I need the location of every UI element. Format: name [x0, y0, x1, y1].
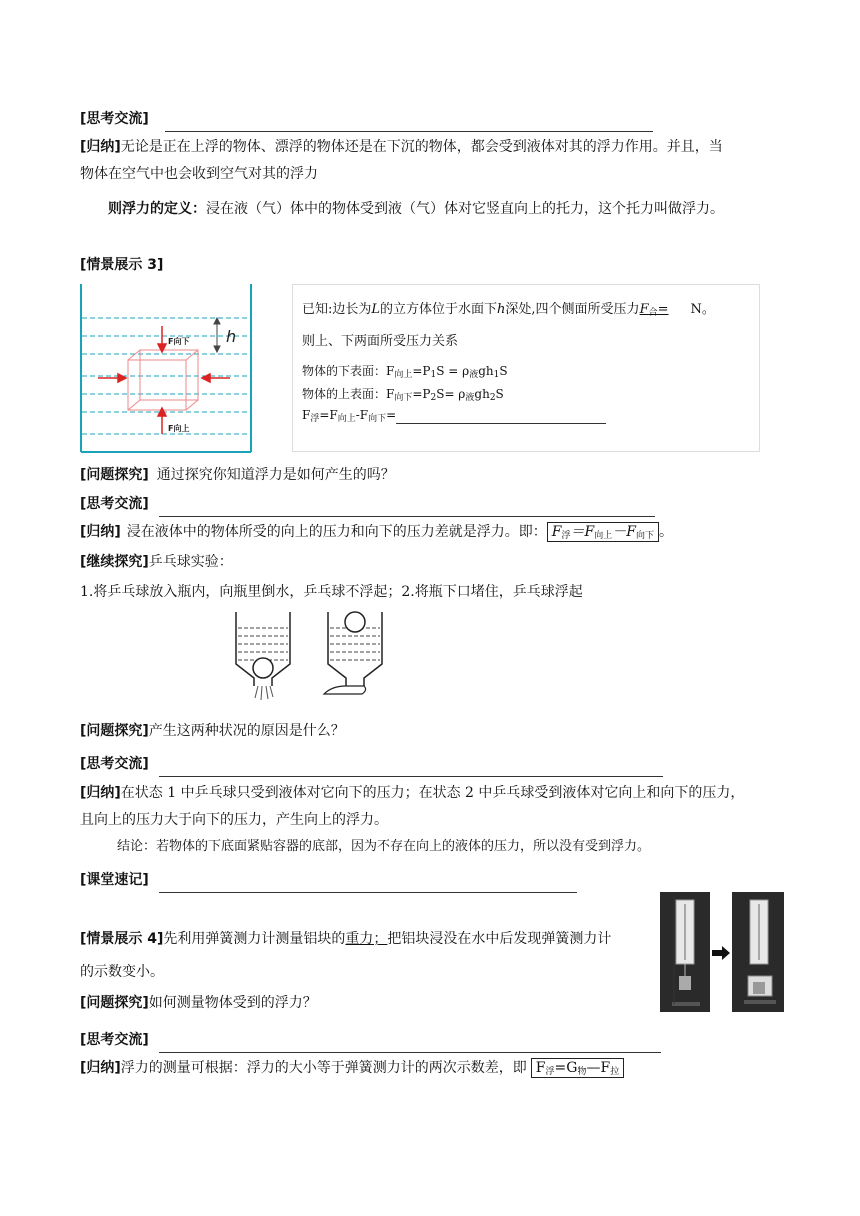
float-minus: -F	[355, 408, 369, 422]
question-row-2	[80, 718, 345, 744]
lower-S: S	[499, 364, 508, 378]
upper-S: S	[495, 387, 504, 401]
cube-in-water-figure	[80, 284, 252, 454]
question-label: [问题探究]	[80, 723, 149, 739]
scene4-text-2: 的示数变小。	[80, 964, 164, 980]
question-label: [问题探究]	[80, 995, 149, 1011]
float-down-sub: 向下	[368, 414, 387, 424]
float-formula-row	[302, 408, 606, 424]
continue-label: [继续探究]	[80, 554, 149, 570]
formula-sub: 物	[577, 1067, 587, 1077]
induce-label: [归纳]	[80, 1060, 121, 1076]
induce-text-cont: 物体在空气中也会收到空气对其的浮力	[80, 166, 318, 182]
scene4-row	[80, 926, 611, 952]
answer-blank[interactable]	[159, 1052, 661, 1053]
upper-rho-sub: 液	[465, 393, 475, 403]
known-L: L	[371, 302, 381, 317]
known-row	[302, 298, 715, 318]
lower-h-sub: 1	[493, 370, 500, 380]
formula-end: 。	[659, 524, 673, 540]
f-down-label: F向下	[168, 337, 190, 346]
answer-blank[interactable]	[159, 776, 663, 777]
think-label: [思考交流]	[80, 496, 149, 512]
induce-label: [归纳]	[80, 139, 121, 155]
think-row-3	[80, 751, 663, 777]
induce-row-3	[80, 780, 744, 806]
known-eq: =	[657, 302, 669, 317]
definition-row	[108, 196, 724, 222]
lower-p-sub: 1	[430, 370, 437, 380]
scene4-label: [情景展示 4]	[80, 931, 164, 947]
gravity-underlined: 重力；	[345, 931, 388, 947]
question-label: [问题探究]	[80, 467, 149, 483]
float-sub: 浮	[310, 414, 320, 424]
continue-text: 乒乓球实验：	[148, 554, 233, 570]
induce-text: 无论是正在上浮的物体、漂浮的物体还是在下沉的物体，都会受到液体对其的浮力作用。并且，当	[120, 139, 723, 155]
upper-label: 物体的上表面：F	[302, 387, 395, 401]
lower-eq: =P	[412, 364, 431, 378]
known-h: h	[497, 302, 506, 317]
scene4-text-cont: 把铝块浸没在水中后发现弹簧测力计	[387, 931, 612, 947]
known-text-mid: 的立方体位于水面下	[380, 302, 498, 317]
upper-surface-row	[302, 385, 504, 403]
upper-eq: =P	[412, 387, 431, 401]
upper-rest: S= ρ	[436, 387, 466, 401]
answer-blank[interactable]	[159, 516, 655, 517]
note-row	[80, 867, 577, 893]
definition-label: 则浮力的定义：	[108, 201, 206, 217]
float-up-sub: 向上	[337, 414, 356, 424]
note-label: [课堂速记]	[80, 872, 149, 888]
think-row-1	[80, 106, 653, 132]
induce-text: 浮力的测量可根据：浮力的大小等于弹簧测力计的两次示数差，即	[120, 1060, 527, 1076]
formula-sub: 浮	[545, 1067, 555, 1077]
formula-minus: —F	[586, 1060, 611, 1076]
think-label: [思考交流]	[80, 111, 149, 127]
induce-label: [归纳]	[80, 785, 121, 801]
lower-label: 物体的下表面：F	[302, 364, 395, 378]
lower-rho-sub: 液	[469, 370, 479, 380]
induce-text: 浸在液体中的物体所受的向上的压力和向下的压力差就是浮力。即：	[126, 524, 547, 540]
formula-F: F	[551, 524, 562, 540]
lower-surface-row	[302, 362, 508, 380]
formula-sub: 拉	[610, 1067, 620, 1077]
formula-minus: －F	[612, 524, 636, 540]
measure-formula-box	[531, 1058, 624, 1078]
continue-row	[80, 549, 233, 575]
induce-row-1	[80, 134, 723, 160]
answer-blank[interactable]	[165, 131, 653, 132]
formula-eq: =G	[554, 1060, 578, 1076]
known-F-sub: 合	[648, 308, 658, 318]
question-row-1	[80, 462, 395, 488]
formula-sub: 浮	[561, 531, 571, 541]
lower-end: gh	[478, 364, 494, 378]
lower-sub: 向上	[394, 370, 413, 380]
known-text-post: 深处,四个侧面所受压力	[505, 302, 640, 317]
h-label: h	[226, 327, 237, 346]
answer-blank[interactable]	[396, 423, 606, 424]
formula-eq: ＝F	[570, 524, 595, 540]
experiment-text: 1.将乒乓球放入瓶内，向瓶里倒水，乒乓球不浮起；2.将瓶下口堵住，乒乓球浮起	[80, 584, 583, 600]
pingpong-bottles-figure	[228, 606, 388, 702]
known-text: 已知:边长为	[302, 302, 372, 317]
induce-text-cont: 且向上的压力大于向下的压力，产生向上的浮力。	[80, 812, 388, 828]
question-text: 产生这两种状况的原因是什么？	[148, 723, 345, 739]
upper-end: gh	[474, 387, 490, 401]
think-row-4	[80, 1027, 661, 1053]
spring-scale-photo	[660, 892, 784, 1012]
relation-text: 则上、下两面所受压力关系	[302, 334, 459, 349]
question-text: 如何测量物体受到的浮力？	[148, 995, 317, 1011]
upper-h-sub: 2	[489, 393, 496, 403]
float-F: F	[302, 408, 311, 422]
think-label: [思考交流]	[80, 756, 149, 772]
answer-blank[interactable]	[159, 892, 577, 893]
formula-sub: 向下	[635, 531, 654, 541]
induce-text: 在状态 1 中乒乓球只受到液体对它向下的压力；在状态 2 中乒乓球受到液体对它向上和向下的压力，	[120, 785, 745, 801]
known-F: F	[639, 302, 649, 317]
induce-label: [归纳]	[80, 524, 121, 540]
scene4-text: 先利用弹簧测力计测量铝块的	[163, 931, 346, 947]
formula-sub: 向上	[594, 531, 613, 541]
definition-text: 浸在液（气）体中的物体受到液（气）体对它竖直向上的托力，这个托力叫做浮力。	[206, 201, 724, 217]
upper-p-sub: 2	[430, 393, 437, 403]
scene3-label: [情景展示 3]	[80, 257, 164, 273]
known-N: N。	[690, 302, 715, 317]
question-text: 通过探究你知道浮力是如何产生的吗？	[156, 467, 395, 483]
float-eq: =F	[319, 408, 338, 422]
induce-row-4	[80, 1055, 624, 1085]
buoyancy-formula-box	[547, 522, 659, 542]
lower-rest: S = ρ	[436, 364, 470, 378]
induce-row-2	[80, 519, 673, 549]
float-end: =	[386, 408, 397, 422]
upper-sub: 向下	[394, 393, 413, 403]
think-label: [思考交流]	[80, 1032, 149, 1048]
question-row-3	[80, 990, 317, 1016]
f-up-label: F向上	[168, 424, 190, 433]
formula-F: F	[535, 1060, 546, 1076]
conclusion-text: 结论：若物体的下底面紧贴容器的底部，因为不存在向上的液体的压力，所以没有受到浮力。	[117, 839, 651, 854]
think-row-2	[80, 491, 655, 517]
